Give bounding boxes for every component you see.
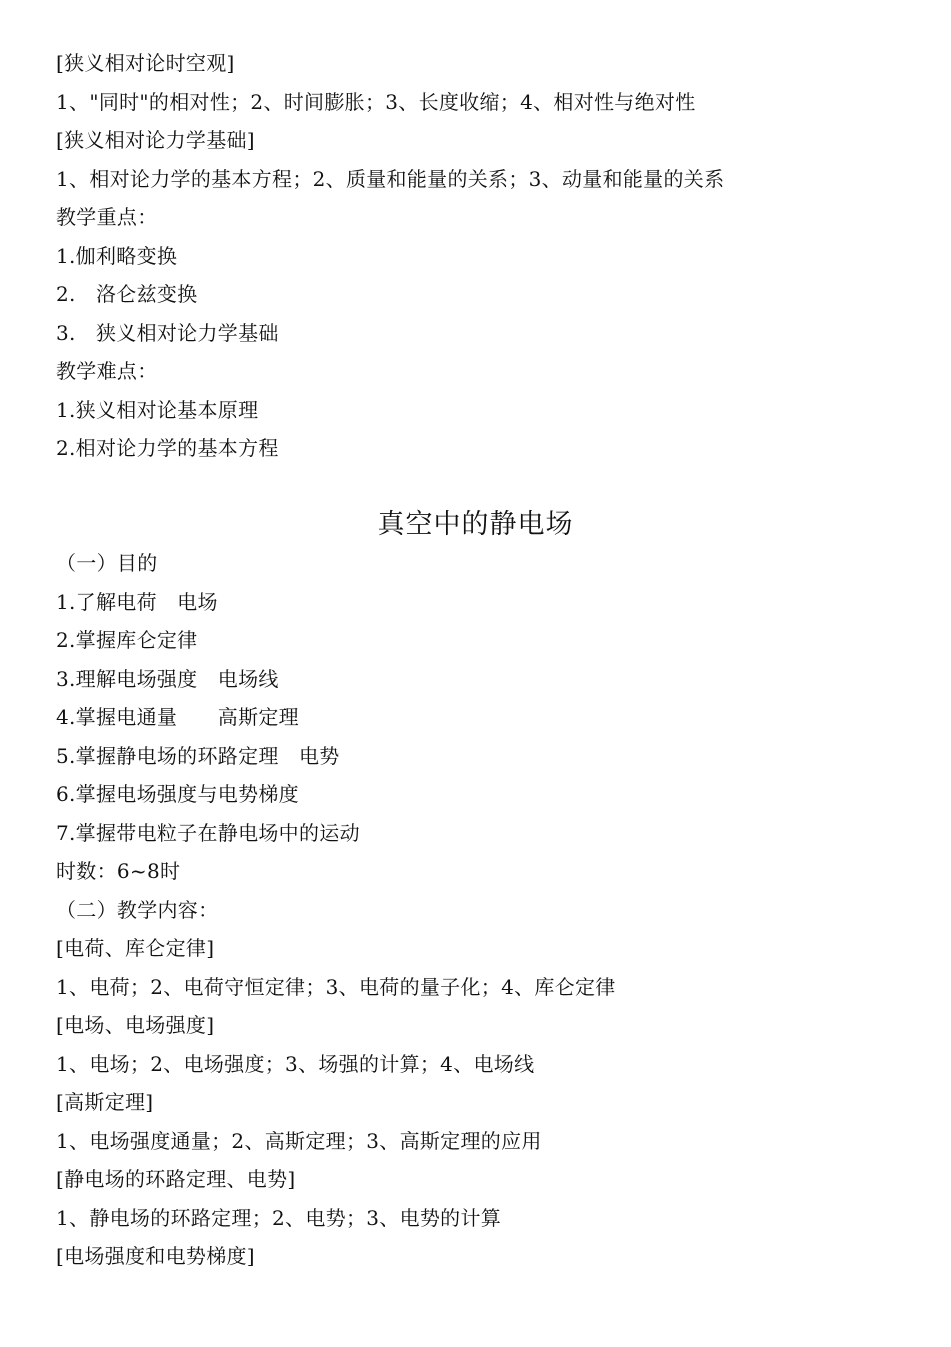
key-points-label: 教学重点： [56,205,158,229]
objective-item: 6.掌握电场强度与电势梯度 [56,782,299,806]
topic-heading: [静电场的环路定理、电势] [56,1167,296,1191]
objective-item: 1.了解电荷 电场 [56,590,218,614]
objective-item: 7.掌握带电粒子在静电场中的运动 [56,821,360,845]
objective-item: 2.掌握库仑定律 [56,628,198,652]
content-line: 1、"同时"的相对性；2、时间膨胀；3、长度收缩；4、相对性与绝对性 [56,90,696,114]
key-point-item: 3. 狭义相对论力学基础 [56,321,279,345]
topic-heading: [电场强度和电势梯度] [56,1244,255,1268]
objective-item: 5.掌握静电场的环路定理 电势 [56,744,340,768]
hours-line: 时数：6~8时 [56,859,181,883]
key-point-item: 2. 洛仑兹变换 [56,282,198,306]
section-heading-spacetime: [狭义相对论时空观] [56,51,235,75]
topic-content: 1、静电场的环路定理；2、电势；3、电势的计算 [56,1206,502,1230]
content-line: 1、相对论力学的基本方程；2、质量和能量的关系；3、动量和能量的关系 [56,167,725,191]
topic-content: 1、电场；2、电场强度；3、场强的计算；4、电场线 [56,1052,535,1076]
objective-item: 4.掌握电通量 高斯定理 [56,705,299,729]
topic-content: 1、电荷；2、电荷守恒定律；3、电荷的量子化；4、库仑定律 [56,975,616,999]
topic-heading: [高斯定理] [56,1090,154,1114]
chapter-title: 真空中的静电场 [377,509,574,540]
key-point-item: 1.伽利略变换 [56,244,178,268]
difficult-point-item: 2.相对论力学的基本方程 [56,436,279,460]
topic-heading: [电荷、库仑定律] [56,936,215,960]
objective-item: 3.理解电场强度 电场线 [56,667,279,691]
subsection-heading-content: （二）教学内容： [56,898,219,922]
section-heading-mechanics: [狭义相对论力学基础] [56,128,255,152]
subsection-heading-objectives: （一）目的 [56,551,158,575]
topic-content: 1、电场强度通量；2、高斯定理；3、高斯定理的应用 [56,1129,542,1153]
topic-heading: [电场、电场强度] [56,1013,215,1037]
difficult-point-item: 1.狭义相对论基本原理 [56,398,259,422]
difficult-points-label: 教学难点： [56,359,158,383]
